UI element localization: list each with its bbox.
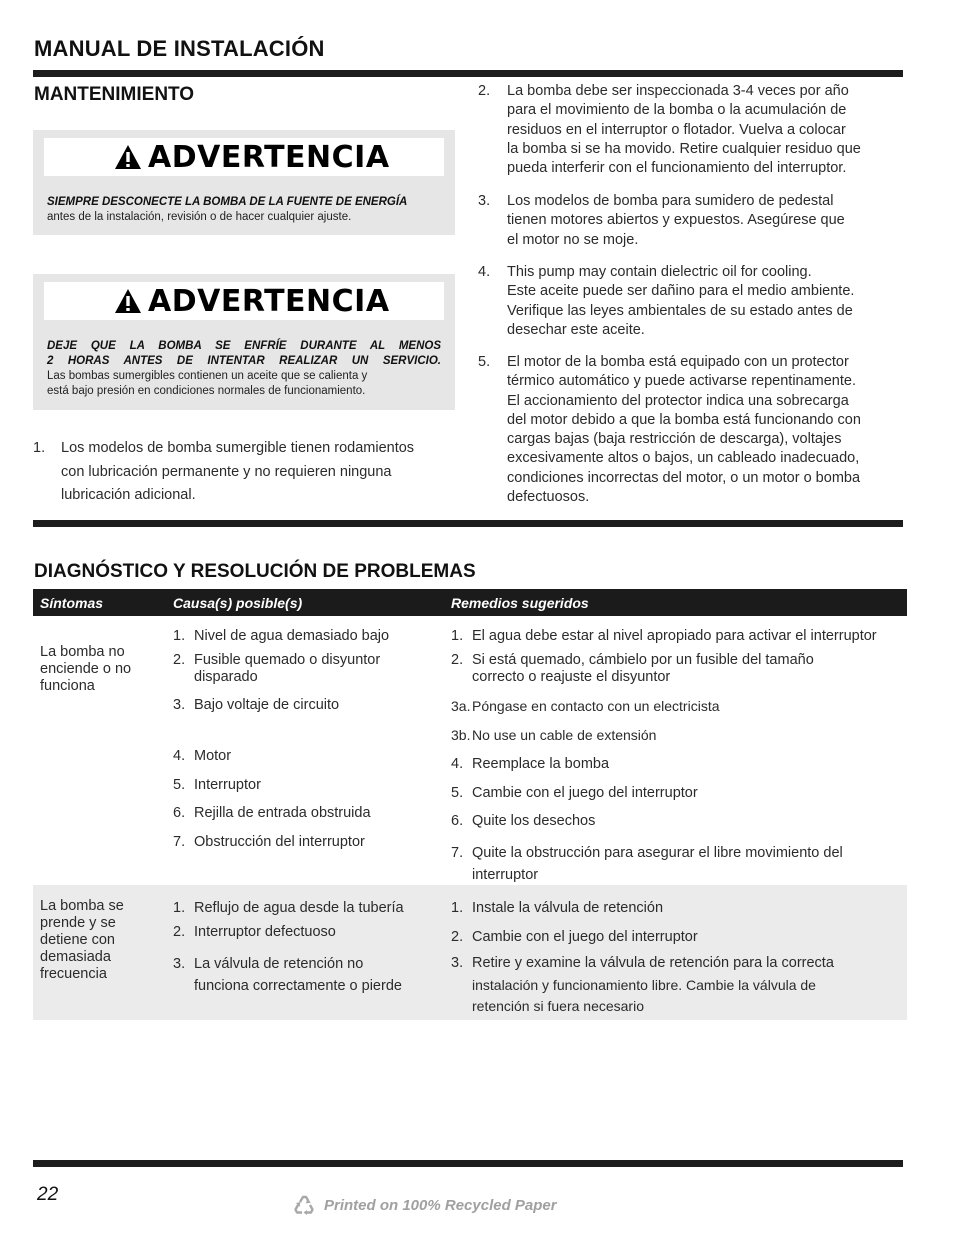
list-number: 3. [478,193,491,209]
list-line: la bomba si se ha movido. Retire cualquier residuo que [507,140,861,157]
cause-text: funciona correctamente o pierde [194,978,402,994]
symptom-line: detiene con [40,932,115,948]
header-rule [33,70,903,77]
remedy-text: correcto o reajuste el disyuntor [472,669,671,685]
cause-text: La válvula de retención no [194,956,364,972]
cause-text: Rejilla de entrada obstruida [194,805,371,821]
remedy-number: 7. [451,845,464,861]
cause-text: Obstrucción del interruptor [194,834,365,850]
list-line: cargas bajas (baja restricción de descarga), voltajes [507,431,842,448]
warning-bold-text: SIEMPRE DESCONECTE LA BOMBA DE LA FUENTE DE ENERGÍA [47,196,408,208]
cause-number: 5. [173,777,186,793]
remedy-text: Instale la válvula de retención [472,900,664,916]
list-line: excesivamente altos o bajos, un cableado inadecuado, [507,450,860,467]
footer-note [292,1194,557,1216]
cause-number: 2. [173,924,186,940]
symptom-line: funciona [40,678,95,694]
cause-text: Interruptor [194,777,261,793]
footer-rule [33,1160,903,1167]
symptom-line: prende y se [40,915,116,931]
cause-number: 1. [173,900,186,916]
remedy-number: 3. [451,955,464,971]
cause-number: 2. [173,652,186,668]
cause-number: 3. [173,697,186,713]
warning-triangle-icon [114,288,142,314]
list-number: 5. [478,354,491,370]
cause-text: disparado [194,669,258,685]
list-line: térmico automático y puede activarse repentinamente. [507,373,856,390]
list-line: lubricación adicional. [61,487,196,503]
cause-number: 6. [173,805,186,821]
warning-label: ADVERTENCIA [148,283,390,319]
symptom-cell-2 [40,898,124,983]
list-line: Este aceite puede ser dañino para el medio ambiente. [507,283,855,300]
remedy-number: 3b. [451,727,471,743]
list-number: 2. [478,83,491,99]
symptom-line: frecuencia [40,966,107,982]
warning-triangle-icon [114,144,142,170]
remedy-number: 4. [451,756,464,772]
maintenance-item-4 [478,263,903,340]
list-line: para el movimiento de la bomba o la acumulación de [507,102,847,119]
cause-number: 3. [173,956,186,972]
remedy-text: Cambie con el juego del interruptor [472,929,698,945]
list-line: El motor de la bomba está equipado con un protector [507,354,849,370]
symptom-line: La bomba no [40,644,125,660]
list-line: tienen motores abiertos y expuestos. Asegúrese que [507,212,845,229]
symptom-line: La bomba se [40,898,124,914]
list-line: con lubricación permanente y no requieren ninguna [61,463,392,480]
remedy-text: Póngase en contacto con un electricista [472,698,720,714]
warning-text [47,339,441,399]
warning-body-text: está bajo presión en condiciones normales de funcionamiento. [47,385,366,397]
warning-banner [44,282,444,320]
symptom-cell-1 [40,644,131,695]
remedy-text: Quite los desechos [472,813,596,829]
cause-number: 7. [173,834,186,850]
list-number: 4. [478,264,491,280]
list-line: Verifique las leyes ambientales de su estado antes de [507,302,853,319]
remedy-text: interruptor [472,867,539,883]
table-header [33,589,907,616]
cause-text: Nivel de agua demasiado bajo [194,628,390,644]
warning-text [47,195,441,225]
header-causes: Causa(s) posible(s) [173,595,303,611]
section-rule [33,520,903,527]
remedy-number: 1. [451,628,464,644]
warning-body-text: Las bombas sumergibles contienen un aceite que se calienta y [47,370,368,382]
symptom-line: enciende o no [40,661,132,677]
remedy-text: Reemplace la bomba [472,756,610,772]
warning-bold-text: 2 HORAS ANTES DE INTENTAR REALIZAR UN SERVICIO. [47,355,441,367]
remedy-text: instalación y funcionamiento libre. Cambie la válvula de [472,976,816,993]
list-line: condiciones incorrectas del motor, o un motor o bomba [507,469,861,486]
remedy-number: 2. [451,652,464,668]
list-line: La bomba debe ser inspeccionada 3-4 veces por año [507,83,849,99]
page-number: 22 [37,1184,59,1205]
list-line: This pump may contain dielectric oil for cooling. [507,264,812,280]
list-line: del motor debido a que la bomba está funcionando con [507,411,861,428]
remedy-text: Quite la obstrucción para asegurar el libre movimiento del [472,845,843,861]
troubleshooting-title: DIAGNÓSTICO Y RESOLUCIÓN DE PROBLEMAS [34,561,476,582]
remedy-text: No use un cable de extensión [472,727,657,743]
remedy-number: 5. [451,785,464,801]
warning-banner [44,138,444,176]
maintenance-item-1 [33,437,453,508]
warning-body-text: antes de la instalación, revisión o de hacer cualquier ajuste. [47,211,352,223]
recycle-icon [292,1194,316,1216]
warning-label: ADVERTENCIA [148,139,390,175]
list-line: desechar este aceite. [507,321,645,338]
maintenance-item-2 [478,82,903,178]
list-line: Los modelos de bomba para sumidero de pedestal [507,193,834,209]
cause-text: Bajo voltaje de circuito [194,697,340,713]
footer-text: Printed on 100% Recycled Paper [324,1196,557,1214]
cause-text: Interruptor defectuoso [194,924,336,940]
list-line: El accionamiento del protector indica una sobrecarga [507,392,849,409]
cause-number: 4. [173,748,186,764]
maintenance-title: MANTENIMIENTO [34,84,195,105]
remedy-text: Si está quemado, cámbielo por un fusible del tamaño [472,652,814,668]
list-line: pueda interferir con el funcionamiento del interruptor. [507,160,847,177]
list-line: defectuosos. [507,489,590,506]
header-remedies: Remedios sugeridos [451,595,589,611]
header-symptoms: Síntomas [40,595,104,611]
warning-bold-text: DEJE QUE LA BOMBA SE ENFRÍE DURANTE AL MENOS [47,340,441,352]
cause-text: Fusible quemado o disyuntor [194,652,381,668]
maintenance-item-5 [478,353,903,507]
cause-text: Reflujo de agua desde la tubería [194,900,404,916]
remedy-text: retención si fuera necesario [472,998,644,1014]
symptom-line: demasiada [40,949,111,965]
remedy-number: 3a. [451,698,471,714]
remedy-number: 1. [451,900,464,916]
warning-box-1 [33,130,455,235]
page-title: MANUAL DE INSTALACIÓN [34,36,325,61]
remedy-text: El agua debe estar al nivel apropiado para activar el interruptor [472,628,877,644]
cause-text: Motor [194,748,232,764]
remedy-number: 2. [451,929,464,945]
maintenance-item-3 [478,192,903,250]
list-line: Los modelos de bomba sumergible tienen rodamientos [61,440,415,456]
list-line: el motor no se moje. [507,231,639,248]
remedy-text: Retire y examine la válvula de retención para la correcta [472,955,834,971]
warning-box-2 [33,274,455,410]
remedy-number: 6. [451,813,464,829]
list-line: residuos en el interruptor o flotador. Vuelva a colocar [507,121,846,138]
list-number: 1. [33,440,46,456]
cause-number: 1. [173,628,186,644]
remedy-text: Cambie con el juego del interruptor [472,785,698,801]
